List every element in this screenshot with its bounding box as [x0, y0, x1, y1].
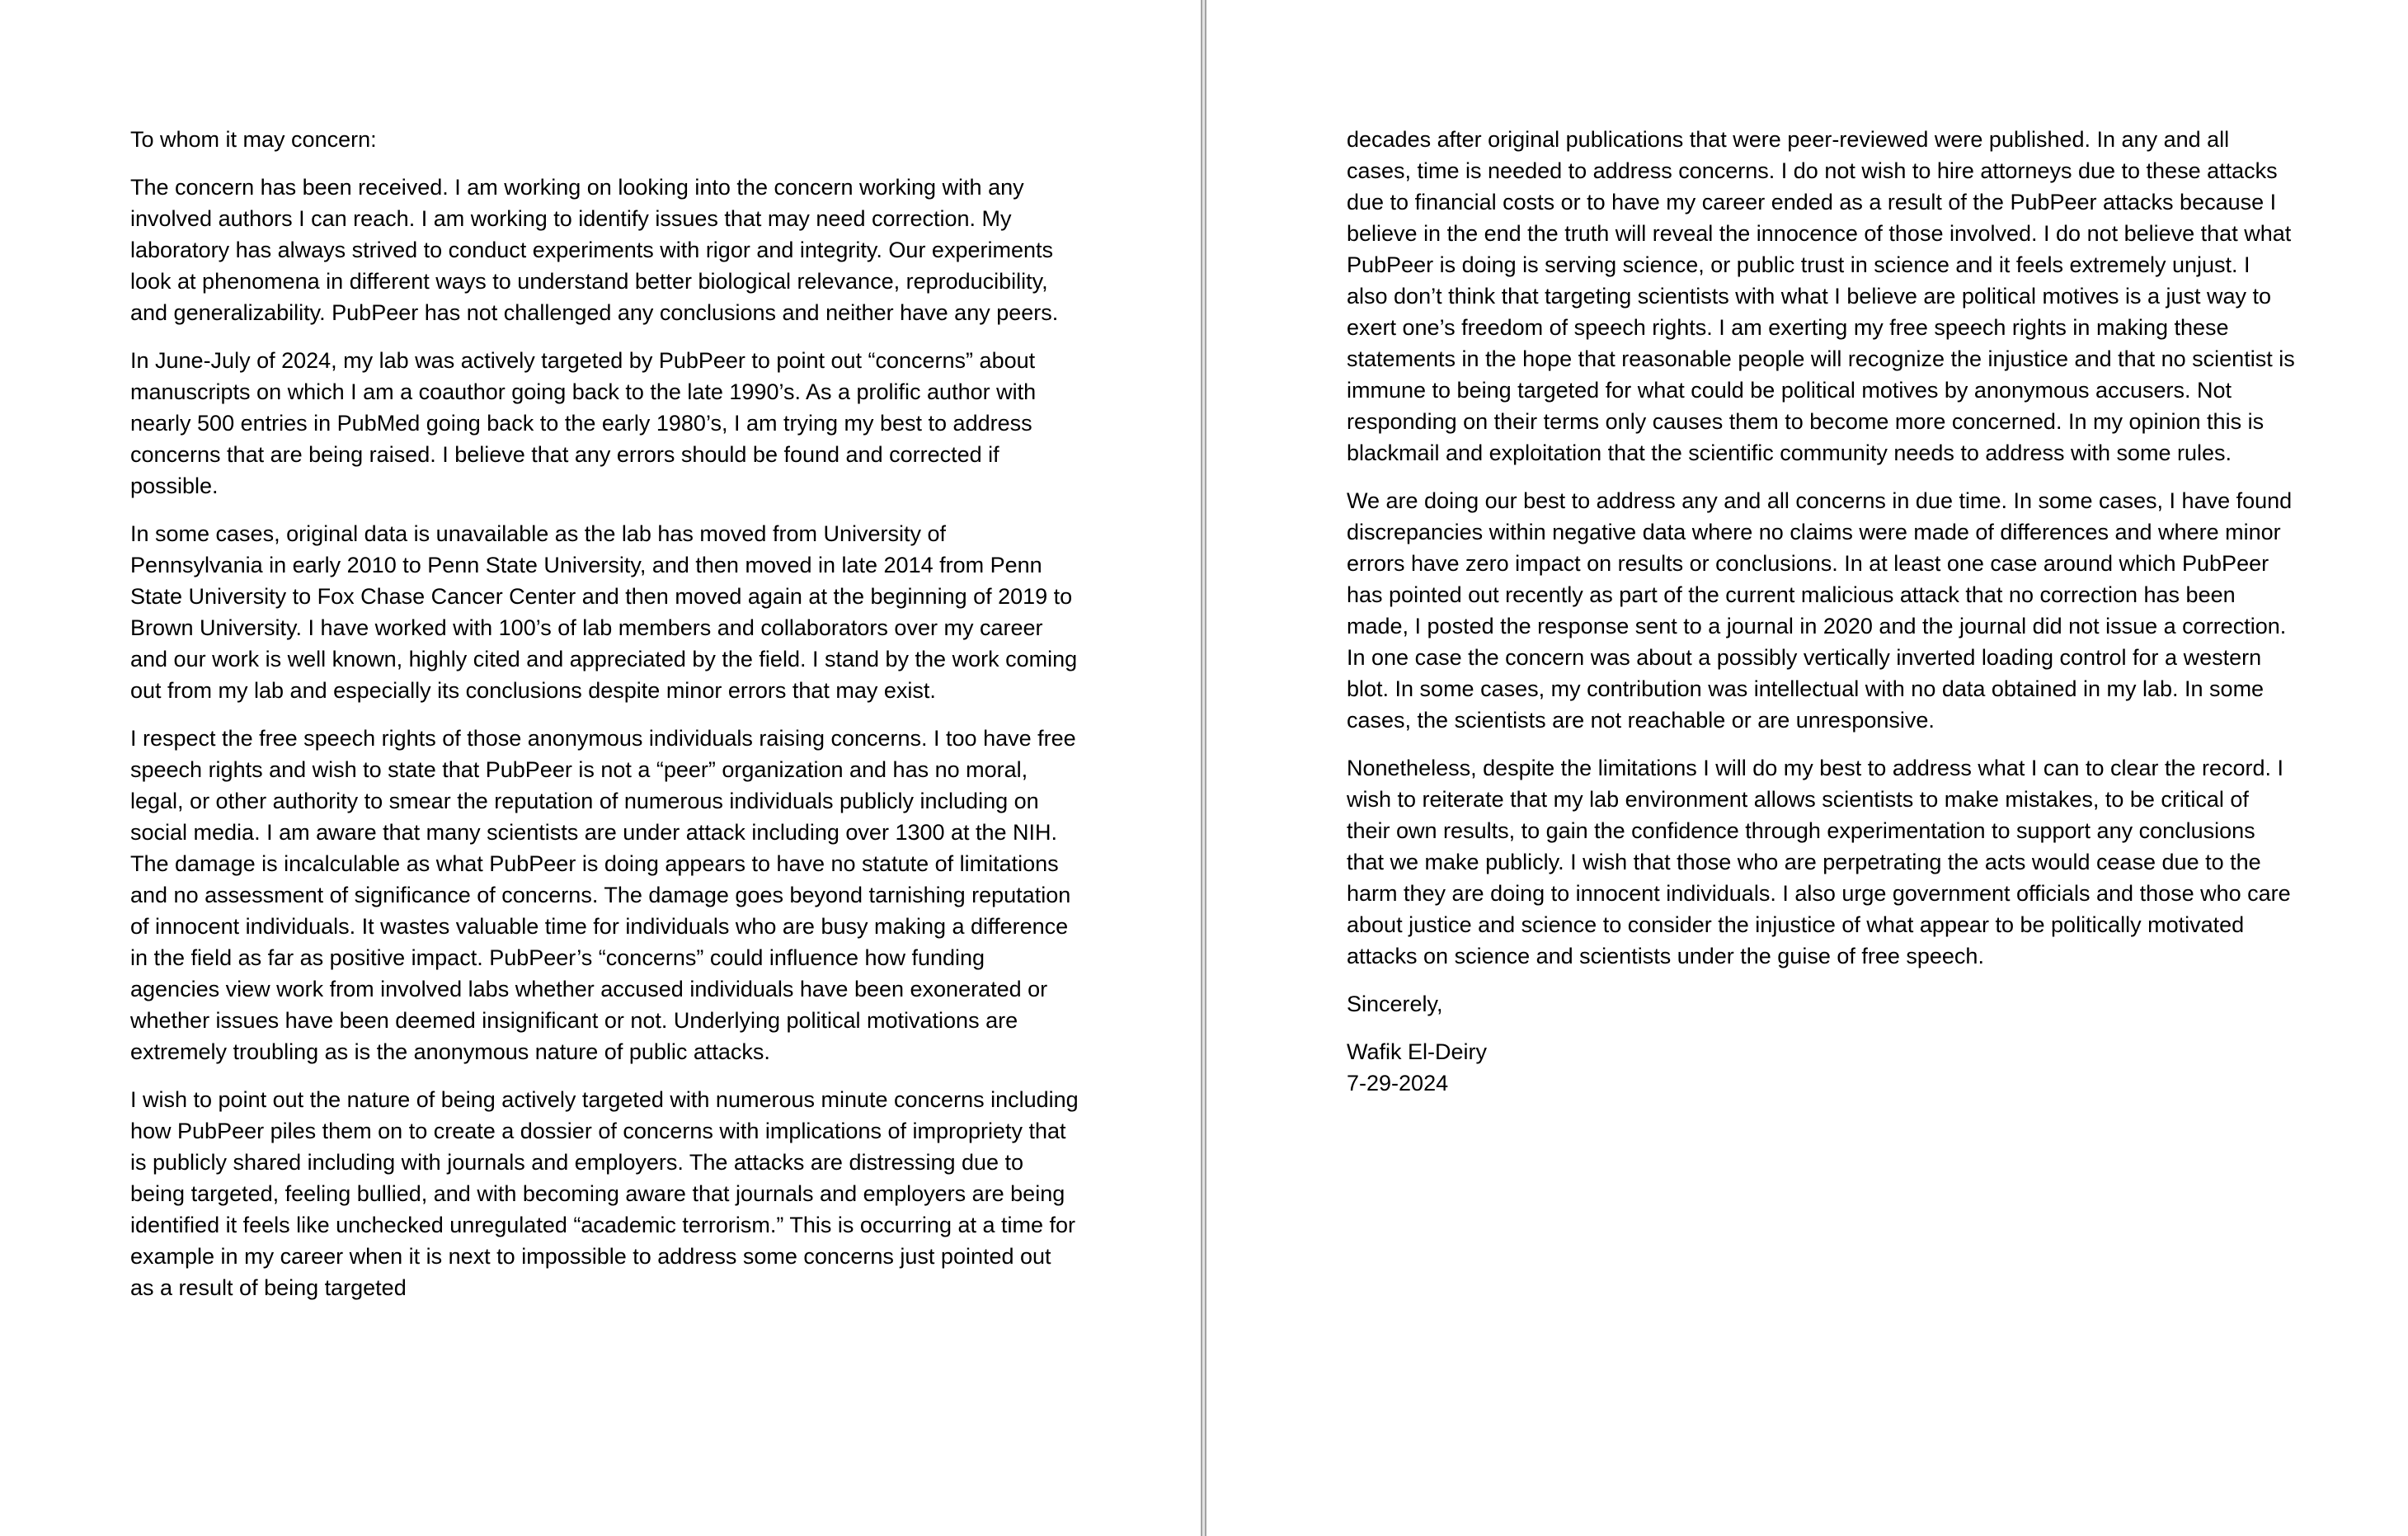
letter-page-2 — [1206, 0, 2408, 1536]
signature-block — [1347, 1036, 2295, 1099]
signature-date: 7-29-2024 — [1347, 1071, 1449, 1095]
letter-paragraph: decades after original publications that were peer-reviewed were published. In any and all cases, time is needed to address concerns. I do not wish to hire attorneys due to these attacks due to financial costs or to have my career ended as a result of the PubPeer attacks because I believe in the end the truth will reveal the innocence of those involved. I do not believe that what PubPeer is doing is serving science, or public trust in science and it feels extremely unjust. I also don’t think that targeting scientists with what I believe are political motives is a just way to exert one’s freedom of speech rights. I am exerting my free speech rights in making these statements in the hope that reasonable people will recognize the injustice and that no scientist is immune to being targeted for what could be political motives by anonymous accusers. Not responding on their terms only causes them to become more concerned. In my opinion this is blackmail and exploitation that the scientific community needs to address with some rules. — [1347, 127, 2295, 465]
letter-paragraph: I wish to point out the nature of being actively targeted with numerous minute concerns including how PubPeer piles them on to create a dossier of concerns with implications of impropriety that is publicly shared including with journals and employers. The attacks are distressing due to being targeted, feeling bullied, and with becoming aware that journals and employers are being identified it feels like unchecked unregulated “academic terrorism.” This is occurring at a time for example in my career when it is next to impossible to address some concerns just pointed out as a result of being targeted — [130, 1087, 1079, 1300]
letter-paragraph: We are doing our best to address any and all concerns in due time. In some cases, I have found discrepancies within negative data where no claims were made of differences and where minor errors have zero impact on results or conclusions. In at least one case around which PubPeer has pointed out recently as part of the current malicious attack that no correction has been made, I posted the response sent to a journal in 2020 and the journal did not issue a correction. In one case the concern was about a possibly vertically inverted loading control for a western blot. In some cases, my contribution was intellectual with no data obtained in my lab. In some cases, the scientists are not reachable or are unresponsive. — [1347, 488, 2293, 733]
closing: Sincerely, — [1347, 992, 1443, 1016]
letter-paragraph: I respect the free speech rights of those anonymous individuals raising concerns. I too have free speech rights and wish to state that PubPeer is not a “peer” organization and has no moral, legal, or other authority to smear the reputation of numerous individuals publicly including on social media. I am aware that many scientists are under attack including over 1300 at the NIH. The damage is incalculable as what PubPeer is doing appears to have no statute of limitations and no assessment of significance of concerns. The damage goes beyond tarnishing reputation of innocent individuals. It wastes valuable time for individuals who are busy making a difference in the field as far as positive impact. PubPeer’s “concerns” could influence how funding agencies view work from involved labs whether accused individuals have been exonerated or whether issues have been deemed insignificant or not. Underlying political motivations are extremely troubling as is the anonymous nature of public attacks. — [130, 726, 1076, 1064]
letter-page-1-body — [130, 124, 1079, 1303]
salutation: To whom it may concern: — [130, 127, 377, 152]
letter-paragraph: In June-July of 2024, my lab was actively targeted by PubPeer to point out “concerns” about manuscripts on which I am a coauthor going back to the late 1990’s. As a prolific author with nearly 500 entries in PubMed going back to the early 1980’s, I am trying my best to address concerns that are being raised. I believe that any errors should be found and corrected if possible. — [130, 348, 1037, 498]
letter-paragraph: In some cases, original data is unavailable as the lab has moved from University of Pennsylvania in early 2010 to Penn State University, and then moved in late 2014 from Penn State University to Fox Chase Cancer Center and then moved again at the beginning of 2019 to Brown University. I have worked with 100’s of lab members and collaborators over my career and our work is well known, highly cited and appreciated by the field. I stand by the work coming out from my lab and especially its conclusions despite minor errors that may exist. — [130, 521, 1078, 703]
letter-paragraph: The concern has been received. I am working on looking into the concern working with any involved authors I can reach. I am working to identify issues that may need correction. My laboratory has always strived to conduct experiments with rigor and integrity. Our experiments look at phenomena in different ways to understand better biological relevance, reproducibility, and generalizability. PubPeer has not challenged any conclusions and neither have any peers. — [130, 175, 1059, 325]
page-divider — [1201, 0, 1206, 1536]
letter-paragraph: Nonetheless, despite the limitations I will do my best to address what I can to clear the record. I wish to reiterate that my lab environment allows scientists to make mistakes, to be critical of their own results, to gain the confidence through experimentation to support any conclusions that we make publicly. I wish that those who are perpetrating the acts would cease due to the harm they are doing to innocent individuals. I also urge government officials and those who care about justice and science to consider the injustice of what appear to be politically motivated attacks on science and scientists under the guise of free speech. — [1347, 756, 2291, 968]
letter-page-1 — [0, 0, 1202, 1536]
signature-name: Wafik El-Deiry — [1347, 1039, 1488, 1064]
letter-page-2-body — [1347, 124, 2295, 1099]
